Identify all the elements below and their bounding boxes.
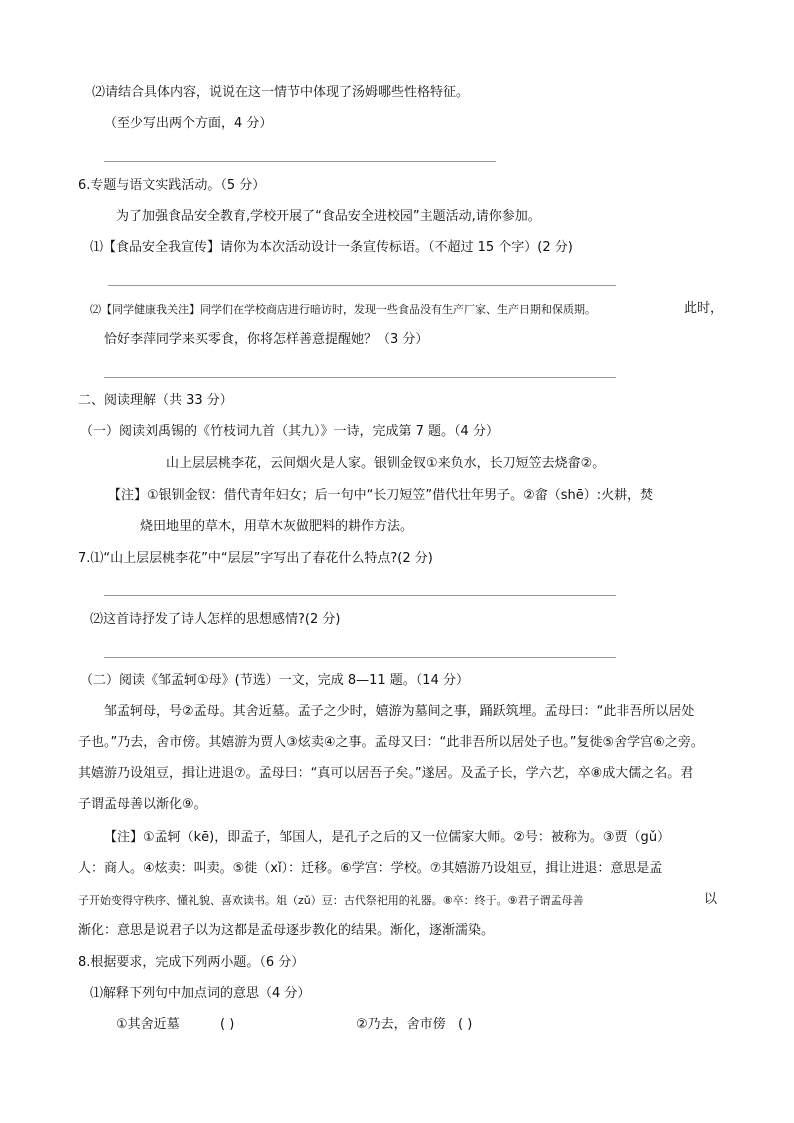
prose-intro: （二）阅读《邹孟轲①母》(节选）一文，完成 8—11 题。（14 分） [80,673,469,688]
prose-note-line3-end: 以 [704,892,718,907]
q6-sub2-line2: 恰好李萍同学来买零食，你将怎样善意提醒她？（3 分） [104,332,429,347]
q6-title: 6.专题与语文实践活动。（5 分） [78,178,266,193]
prose-note-line2: 人：商人。④炫卖：叫卖。⑤徙（xǐ）：迁移。⑥学宫：学校。⑦其嬉游乃设俎豆，揖让进退：意思是孟 [78,861,663,876]
prose-para-line2: 子也。”乃去，舍市傍。其嬉游为贾人③炫卖④之事。孟母又曰：“此非吾所以居处子也。”复徙⑤舍学宫⑥之旁。 [78,735,704,750]
answer-line[interactable] [104,595,616,596]
poem-note-line1: 【注】①银钏金钗：借代青年妇女；后一句中“长刀短笠”借代壮年男子。②畲（shē）:火耕，焚 [108,488,654,503]
q8-item2: ②乃去，舍市傍 [356,1017,446,1032]
prose-para-line1: 邹孟轲母，号②孟母。其舍近墓。孟子之少时，嬉游为墓间之事，踊跃筑埋。孟母曰：“此非吾所以居处 [104,704,695,719]
q8-item2-blank[interactable]: ( ) [458,1017,473,1032]
prose-para-line4: 子谓孟母善以渐化⑨。 [78,797,207,812]
prose-note-line4: 渐化：意思是说君子以为这都是孟母逐步教化的结果。渐化，逐渐濡染。 [78,923,495,938]
q7-sub2: ⑵这首诗抒发了诗人怎样的思想感情?(2 分) [90,612,341,627]
answer-line[interactable] [104,657,616,658]
q8-item1: ①其舍近墓 [116,1017,180,1032]
q6-sub2-line1: ⑵【同学健康我关注】同学们在学校商店进行暗访时，发现一些食品没有生产厂家、生产日期和保质期。 [90,303,596,316]
q7-sub1: 7.⑴“山上层层桃李花”中“层层”字写出了春花什么特点?(2 分) [78,551,433,566]
answer-line[interactable] [104,377,616,378]
q5-sub2: ⑵请结合具体内容，说说在这一情节中体现了汤姆哪些性格特征。 [92,85,470,100]
q8-title: 8.根据要求，完成下列两小题。（6 分） [78,955,305,970]
q6-sub1: ⑴【食品安全我宣传】请你为本次活动设计一条宣传标语。（不超过 15 个字）(2 分) [90,240,573,255]
answer-line[interactable] [104,161,496,162]
q8-item1-blank[interactable]: ( ) [220,1017,235,1032]
prose-note-line1: 【注】①孟轲（kē)，即孟子，邹国人，是孔子之后的又一位儒家大师。②号：被称为。③贾（gǔ） [104,830,671,845]
q6-intro: 为了加强食品安全教育,学校开展了“食品安全进校园”主题活动,请你参加。 [116,209,541,224]
poem-text: 山上层层桃李花，云间烟火是人家。银钏金钗①来负水，长刀短笠去烧畲②。 [166,456,606,471]
prose-para-line3: 其嬉游乃设俎豆，揖让进退⑦。孟母曰：“真可以居吾子矣。”遂居。及孟子长，学六艺，卒⑧成大儒之名。君 [78,766,694,781]
prose-note-line3: 子开始变得守秩序、懂礼貌、喜欢读书。俎（zǔ）豆：古代祭祀用的礼器。⑧卒：终于。⑨君子谓孟母善 [78,894,584,907]
q6-sub2-line1-end: 此时， [684,301,724,316]
answer-line[interactable] [108,285,616,286]
poem-note-line2: 烧田地里的草木，用草木灰做肥料的耕作方法。 [140,519,414,534]
part2-title: 二、阅读理解（共 33 分） [78,393,233,408]
q5-sub2-requirement: （至少写出两个方面，4 分） [104,116,273,131]
poem-intro: （一）阅读刘禹锡的《竹枝词九首（其九）》一诗，完成第 7 题。（4 分） [80,424,499,439]
q8-sub1: ⑴解释下列句中加点词的意思（4 分） [90,986,311,1001]
